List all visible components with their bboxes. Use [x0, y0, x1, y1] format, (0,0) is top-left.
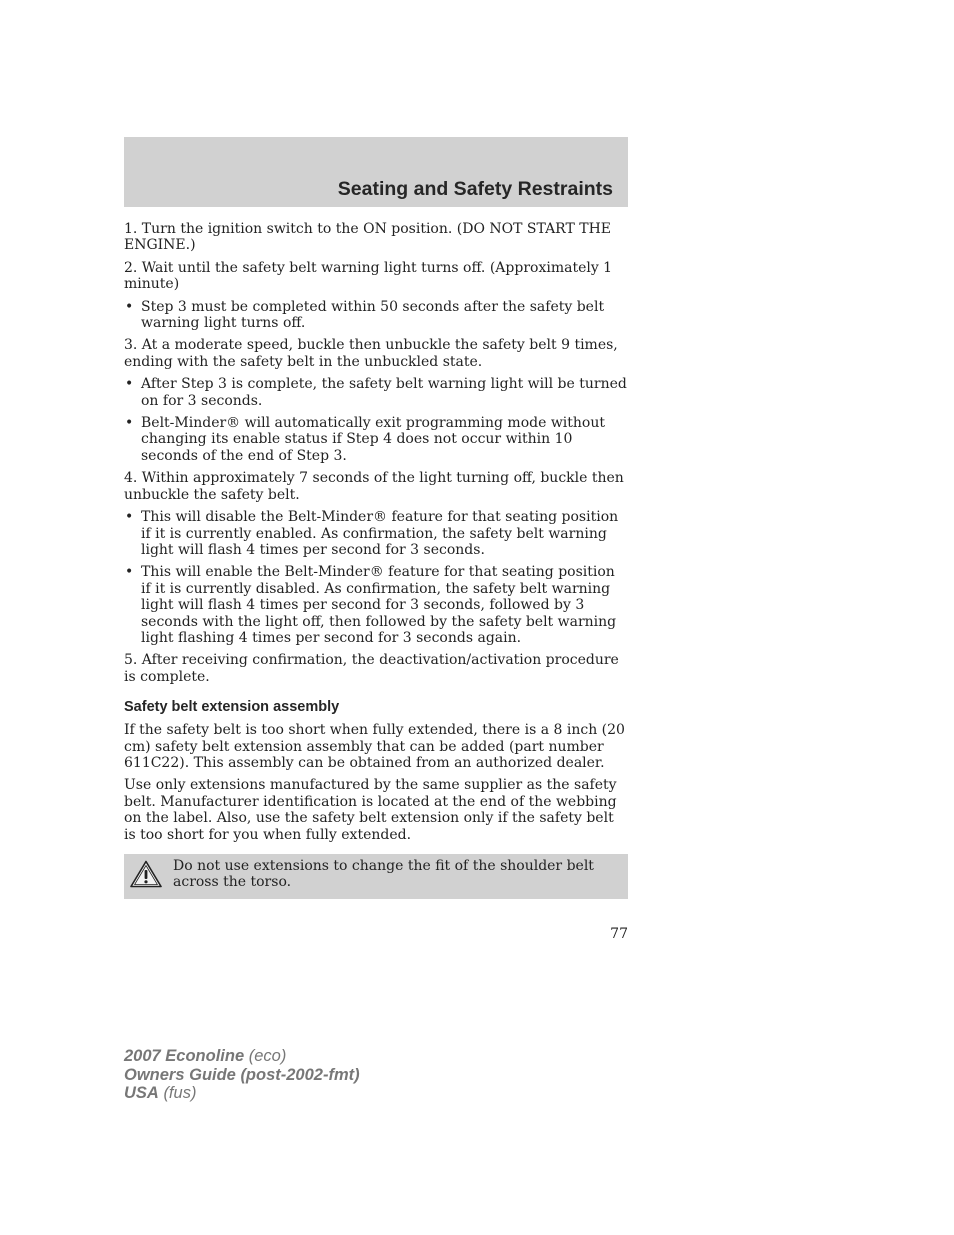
- bullet-item: [124, 376, 628, 409]
- page-content: [124, 221, 628, 899]
- section-header: [124, 137, 628, 207]
- section-title: Seating and Safety Restraints: [337, 178, 613, 200]
- step-2: 2. Wait until the safety belt warning light turns off. (Approximately 1 minute): [124, 259, 613, 293]
- warning-text: Do not use extensions to change the fit of the shoulder belt across the torso.: [173, 858, 594, 891]
- footer-guide: Owners Guide (post-2002-fmt): [124, 1065, 360, 1084]
- warning-triangle-icon: [130, 860, 162, 888]
- bullet-text: Step 3 must be completed within 50 seconds after the safety belt warning light turns off.: [141, 298, 605, 332]
- footer-market-code: (fus): [163, 1084, 197, 1102]
- footer-line-1: [124, 1047, 360, 1066]
- bullet-mark: •: [125, 415, 134, 432]
- step-4: 4. Within approximately 7 seconds of the light turning off, buckle then unbuckle the safety belt.: [124, 470, 624, 503]
- footer-model: 2007 Econoline: [124, 1047, 245, 1065]
- document-footer: [124, 1047, 360, 1103]
- bullet-mark: •: [125, 298, 134, 315]
- bullet-text: After Step 3 is complete, the safety belt warning light will be turned on for 3 seconds.: [141, 376, 627, 409]
- bullet-item: [124, 299, 628, 332]
- bullet-text: Belt-Minder® will automatically exit programming mode without changing its enable status if Step 4 does not occur within 10 seconds of the end of Step 3.: [141, 415, 605, 464]
- extension-paragraph-1: If the safety belt is too short when fully extended, there is a 8 inch (20 cm) safety belt extension assembly that can be added (part number 611C22). This assembly can be obtained from an authorized dealer.: [124, 722, 625, 771]
- bullet-mark: •: [125, 564, 134, 581]
- footer-line-2: [124, 1066, 360, 1085]
- bullet-item: [124, 415, 628, 464]
- step-3: 3. At a moderate speed, buckle then unbuckle the safety belt 9 times, ending with the safety belt in the unbuckled state.: [124, 337, 618, 370]
- footer-line-3: [124, 1084, 360, 1103]
- footer-market: USA: [124, 1084, 159, 1102]
- bullet-mark: •: [125, 376, 134, 393]
- bullet-text: This will enable the Belt-Minder® feature for that seating position if it is currently disabled. As confirmation, the safety belt warning light will flash 4 times per second for 3 seconds, followed by 3 seconds with the light off, then followed by the safety belt warning light flashing 4 times per second for 3 seconds again.: [141, 564, 617, 646]
- subheading: Safety belt extension assembly: [124, 699, 340, 716]
- warning-box: [124, 854, 628, 899]
- footer-model-code: (eco): [248, 1047, 287, 1065]
- step-5: 5. After receiving confirmation, the deactivation/activation procedure is complete.: [124, 652, 619, 685]
- extension-paragraph-2: Use only extensions manufactured by the same supplier as the safety belt. Manufacturer identification is located at the end of the webbing on the label. Also, use the safety belt extension only if the safety belt is too short for you when fully extended.: [124, 777, 617, 843]
- bullet-item: [124, 509, 628, 558]
- bullet-mark: •: [125, 509, 134, 526]
- bullet-item: [124, 564, 628, 646]
- bullet-text: This will disable the Belt-Minder® feature for that seating position if it is currently enabled. As confirmation, the safety belt warning light will flash 4 times per second for 3 seconds.: [141, 509, 619, 558]
- step-1: 1. Turn the ignition switch to the ON position. (DO NOT START THE ENGINE.): [124, 221, 612, 254]
- page-number: 77: [610, 926, 628, 942]
